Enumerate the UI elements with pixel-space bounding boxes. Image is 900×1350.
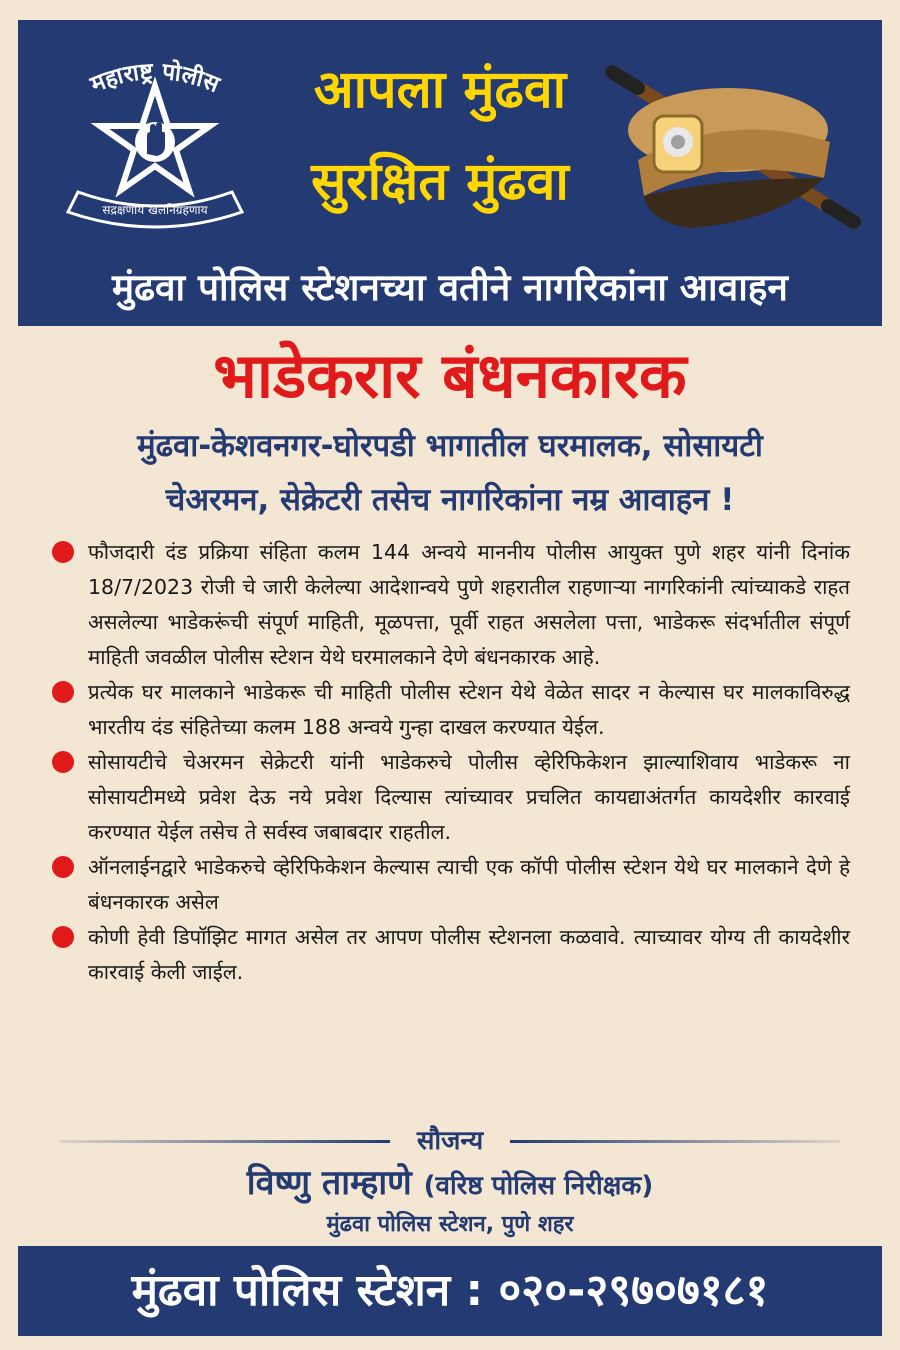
divider-line-left (60, 1140, 390, 1143)
officer-signature (0, 1158, 900, 1211)
bullet-icon (52, 926, 74, 948)
instruction-list (50, 535, 850, 990)
station-address: मुंढवा पोलिस स्टेशन, पुणे शहर (326, 1212, 574, 1237)
subheading-line-2: चेअरमन, सेक्रेटरी तसेच नागरिकांना नम्र आवाहन ! (165, 482, 735, 518)
point-text: ऑनलाईनद्वारे भाडेकरुचे व्हेरिफिकेशन केल्यास त्याची एक कॉपी पोलीस स्टेशन येथे घर मालकाने देणे हे बंधनकारक असेल (88, 855, 850, 914)
list-item (50, 675, 850, 745)
courtesy-label: सौजन्य (416, 1126, 484, 1156)
logo-arc-text: महाराष्ट्र पोलीस (87, 58, 223, 99)
courtesy-divider (60, 1124, 840, 1158)
list-item (50, 535, 850, 675)
slogan-line-1: आपला मुंढवा (313, 60, 567, 120)
appeal-band: मुंढवा पोलिस स्टेशनच्या वतीने नागरिकांना आवाहन (112, 266, 788, 309)
bullet-icon (52, 856, 74, 878)
slogan-line-2: सुरक्षित मुंढवा (311, 152, 569, 212)
maharashtra-police-logo (30, 42, 280, 232)
point-text: कोणी हेवी डिपॉझिट मागत असेल तर आपण पोलीस स्टेशनला कळवावे. त्याच्यावर योग्य ती कायदेशीर कारवाई केली जाईल. (88, 925, 850, 984)
officer-name: विष्णु ताम्हाणे (246, 1163, 412, 1203)
police-cap-icon (598, 50, 870, 240)
bullet-icon (52, 681, 74, 703)
bullet-icon (52, 541, 74, 563)
officer-designation: (वरिष्ठ पोलिस निरीक्षक) (423, 1171, 654, 1201)
list-item (50, 745, 850, 850)
footer-contact: मुंढवा पोलिस स्टेशन : ०२०-२९७०७१८१ (18, 1246, 882, 1336)
point-text: सोसायटीचे चेअरमन सेक्रेटरी यांनी भाडेकरुचे पोलीस व्हेरिफिकेशन झाल्याशिवाय भाडेकरू ना सोसायटीमध्ये प्रवेश देऊ नये प्रवेश दिल्यास त्यांच्यावर प्रचलित कायद्याअंतर्गत कायदेशीर कारवाई करण्यात येईल तसेच ते सर्वस्व जबाबदार राहतील. (88, 750, 850, 844)
subheading-line-1: मुंढवा-केशवनगर-घोरपडी भागातील घरमालक, सोसायटी (137, 428, 763, 464)
bullet-icon (52, 751, 74, 773)
list-item (50, 850, 850, 920)
headline: भाडेकरार बंधनकारक (213, 339, 687, 412)
logo-motto: सद्रक्षणाय खलनिग्रहणाय (102, 203, 208, 217)
list-item (50, 920, 850, 990)
divider-line-right (510, 1140, 840, 1143)
point-text: प्रत्येक घर मालकाने भाडेकरू ची माहिती पोलीस स्टेशन येथे वेळेत सादर न केल्यास घर मालकाविरुद्ध भारतीय दंड संहितेच्या कलम 188 अन्वये गुन्हा दाखल करण्यात येईल. (88, 680, 850, 739)
point-text: फौजदारी दंड प्रक्रिया संहिता कलम 144 अन्वये माननीय पोलीस आयुक्त पुणे शहर यांनी दिनांक 18/7/2023 रोजी चे जारी केलेल्या आदेशान्वये पुणे शहरातील राहणाऱ्या नागरिकांनी त्यांच्याकडे राहत असलेल्या भाडेकरूंची संपूर्ण माहिती, मूळपत्ता, पूर्वी राहत असलेला पत्ता, भाडेकरू संदर्भातील संपूर्ण माहिती जवळील पोलीस स्टेशन येथे घरमालकाने देणे बंधनकारक आहे. (88, 540, 850, 669)
